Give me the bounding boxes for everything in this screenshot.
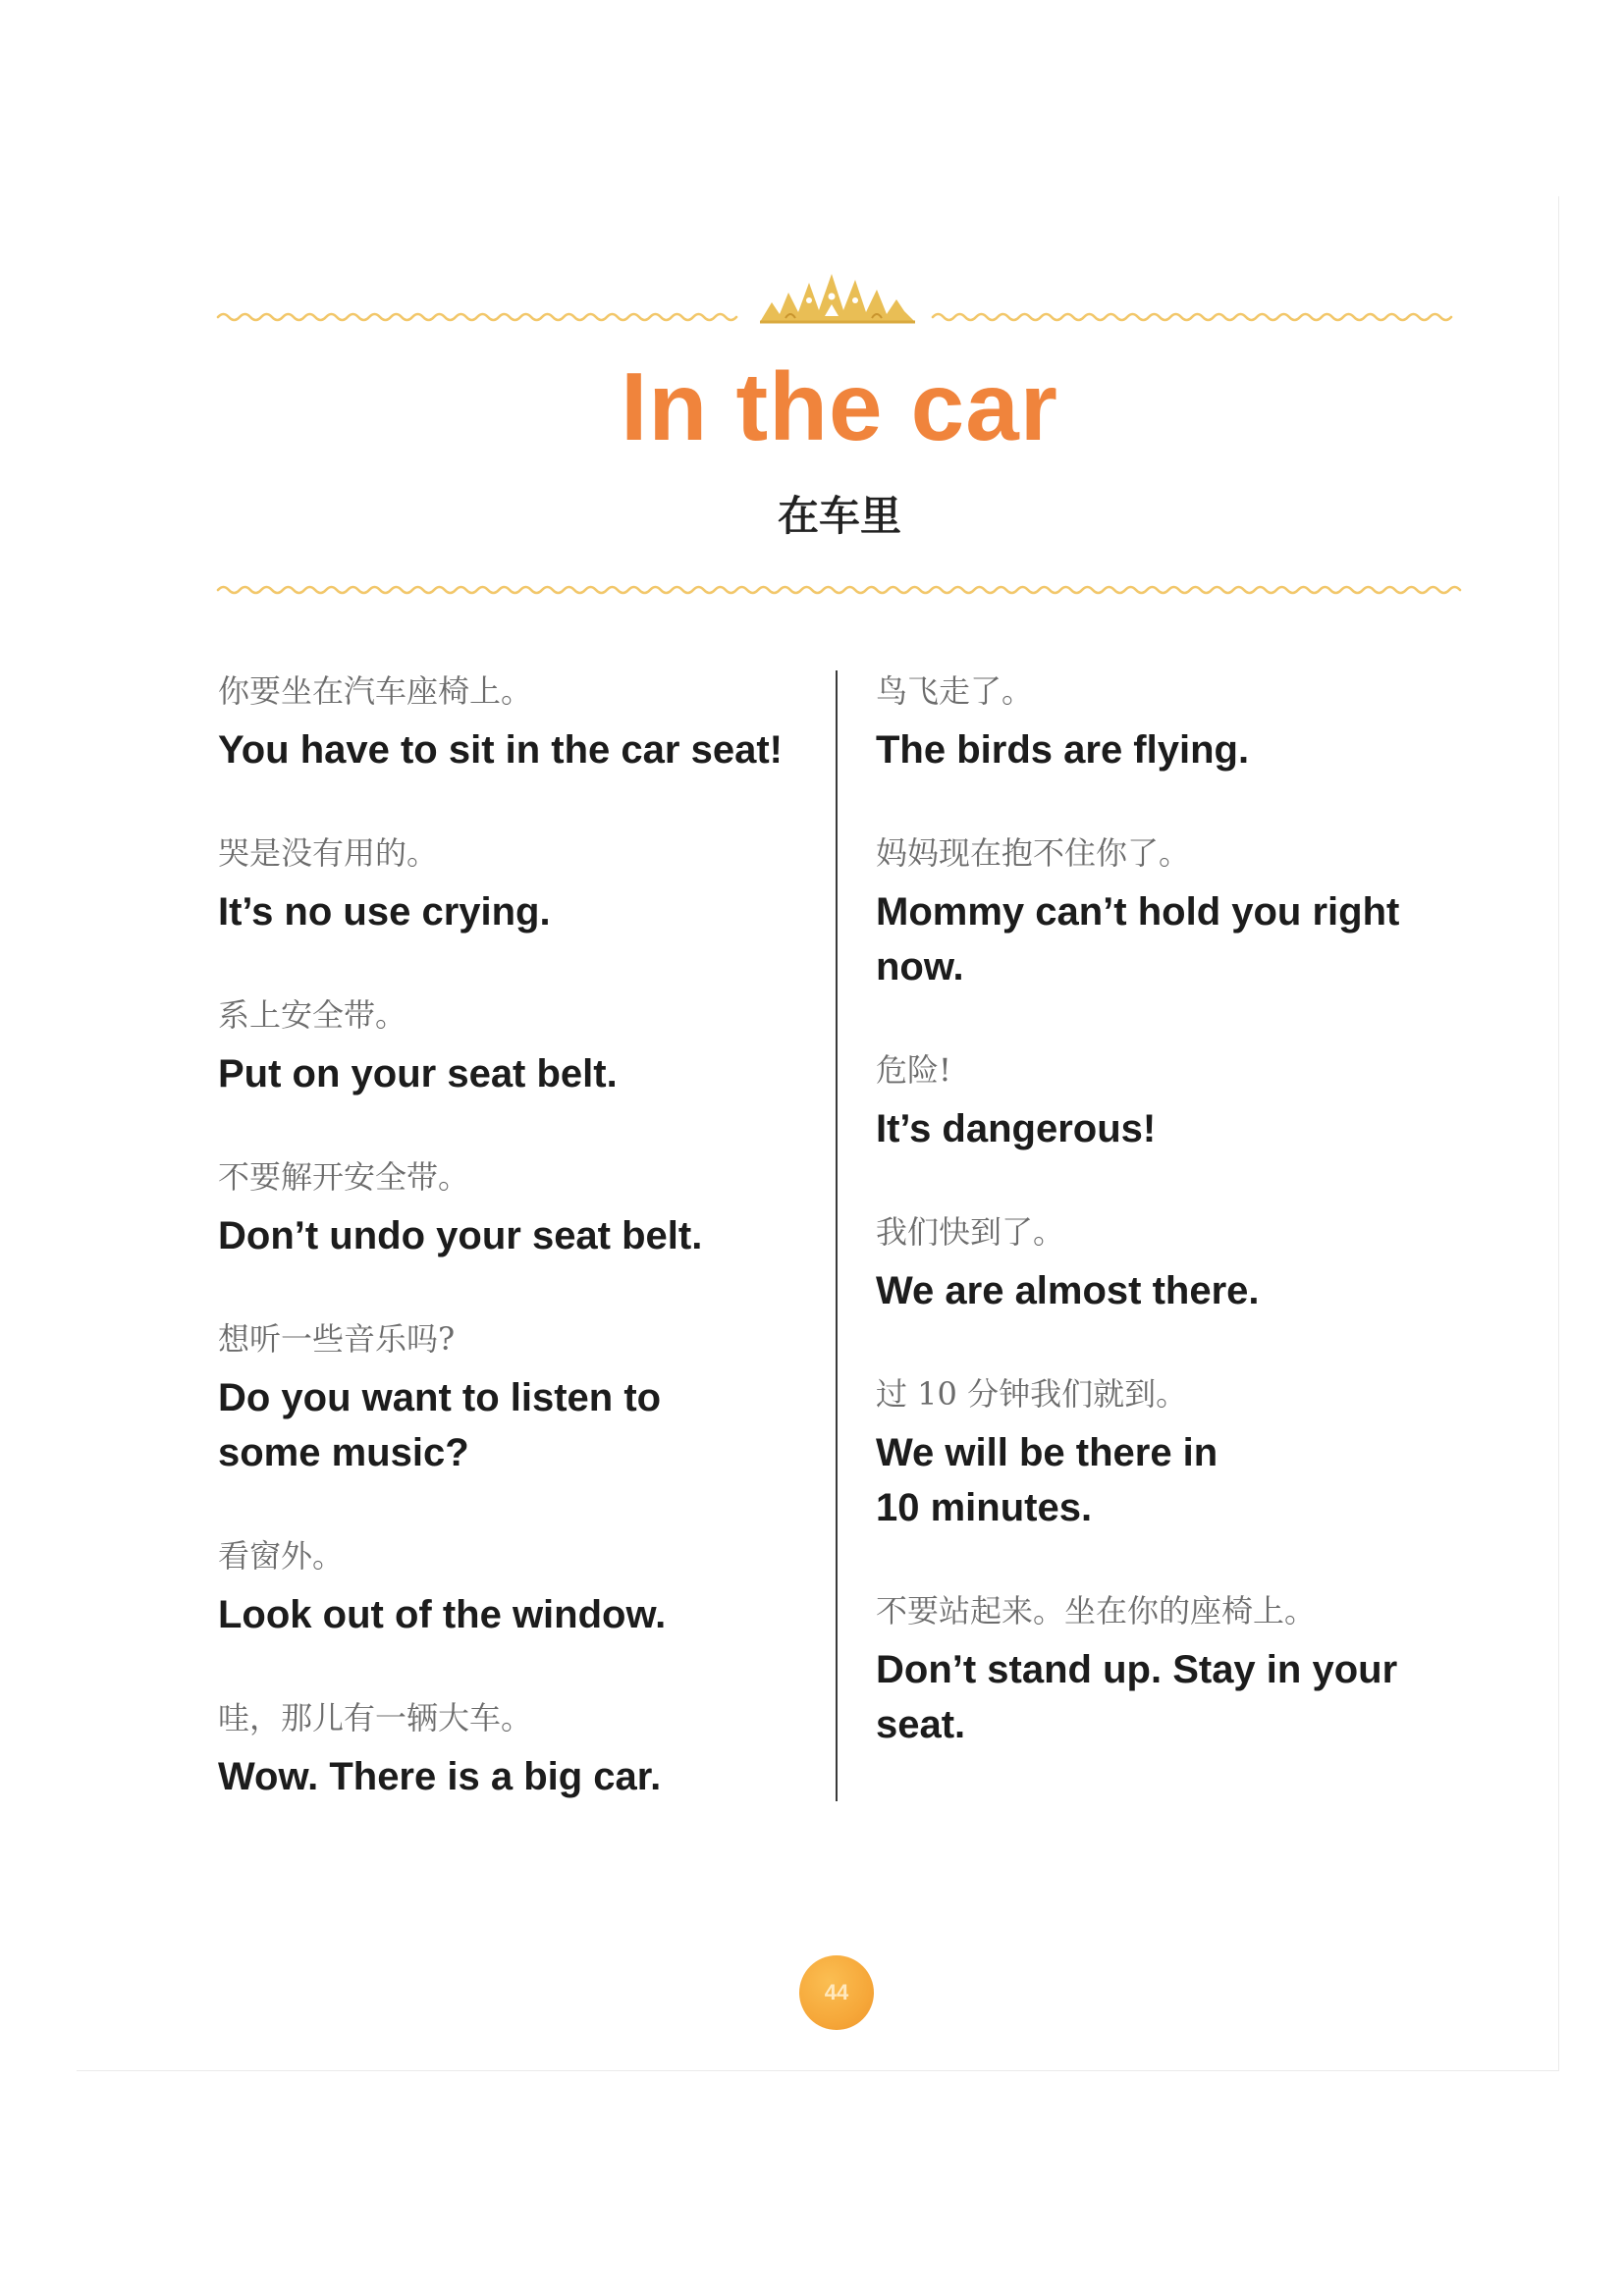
crown-ornament-icon bbox=[756, 271, 919, 324]
chinese-phrase: 哇，那儿有一辆大车。 bbox=[218, 1699, 533, 1736]
page-subtitle: 在车里 bbox=[777, 492, 901, 540]
phrase-entry bbox=[218, 995, 822, 1101]
english-phrase bbox=[218, 1208, 822, 1263]
english-phrase bbox=[218, 1370, 822, 1480]
chinese-phrase: 系上安全带。 bbox=[218, 996, 407, 1034]
phrase-entry bbox=[876, 1212, 1465, 1318]
chinese-phrase: 不要解开安全带。 bbox=[218, 1158, 470, 1196]
english-phrase-line: It’s no use crying. bbox=[218, 890, 551, 934]
english-phrase-line: Do you want to listen to bbox=[218, 1376, 662, 1419]
phrase-entry bbox=[876, 671, 1465, 777]
chinese-phrase: 过 10 分钟我们就到。 bbox=[876, 1375, 1188, 1413]
chinese-phrase: 危险! bbox=[876, 1051, 951, 1089]
english-phrase bbox=[218, 884, 822, 939]
right-phrase-column bbox=[876, 671, 1465, 1808]
page-title: In the car bbox=[621, 352, 1058, 460]
chinese-phrase: 妈妈现在抱不住你了。 bbox=[876, 834, 1191, 872]
english-phrase bbox=[876, 1101, 1465, 1156]
english-phrase-line: You have to sit in the car seat! bbox=[218, 728, 783, 772]
english-phrase bbox=[218, 1749, 822, 1804]
english-phrase-line: Don’t undo your seat belt. bbox=[218, 1214, 703, 1257]
english-phrase-line: Don’t stand up. Stay in your bbox=[876, 1648, 1398, 1691]
english-phrase-line: seat. bbox=[876, 1703, 966, 1746]
english-phrase bbox=[876, 1263, 1465, 1318]
chinese-phrase: 想听一些音乐吗? bbox=[218, 1320, 456, 1358]
chinese-phrase: 鸟飞走了。 bbox=[876, 672, 1034, 710]
english-phrase bbox=[218, 1046, 822, 1101]
english-phrase bbox=[876, 1425, 1465, 1535]
english-phrase-line: It’s dangerous! bbox=[876, 1107, 1157, 1150]
column-divider bbox=[836, 670, 838, 1801]
chinese-phrase: 我们快到了。 bbox=[876, 1213, 1065, 1251]
english-phrase-line: now. bbox=[876, 945, 964, 988]
english-phrase bbox=[876, 884, 1465, 994]
phrase-entry bbox=[876, 1050, 1465, 1156]
english-phrase bbox=[876, 722, 1465, 777]
phrase-entry bbox=[218, 1319, 822, 1480]
phrase-entry bbox=[876, 1591, 1465, 1752]
english-phrase-line: We are almost there. bbox=[876, 1269, 1260, 1312]
english-phrase-line: Look out of the window. bbox=[218, 1593, 667, 1636]
wavy-divider-top-left bbox=[218, 307, 738, 327]
wavy-divider-top-right bbox=[933, 307, 1461, 327]
left-phrase-column bbox=[218, 671, 822, 1860]
phrase-entry bbox=[218, 833, 822, 939]
english-phrase bbox=[876, 1642, 1465, 1752]
phrase-entry bbox=[876, 1374, 1465, 1535]
page-number-badge bbox=[799, 1955, 874, 2030]
english-phrase-line: We will be there in bbox=[876, 1431, 1218, 1474]
english-phrase bbox=[218, 722, 822, 777]
english-phrase-line: Mommy can’t hold you right bbox=[876, 890, 1400, 934]
page-number: 44 bbox=[824, 1980, 849, 2004]
chinese-phrase: 你要坐在汽车座椅上。 bbox=[218, 672, 533, 710]
english-phrase-line: some music? bbox=[218, 1431, 469, 1474]
english-phrase-line: The birds are flying. bbox=[876, 728, 1250, 772]
phrase-entry bbox=[218, 1536, 822, 1642]
phrase-entry bbox=[218, 1698, 822, 1804]
wavy-divider-bottom bbox=[218, 580, 1461, 600]
chinese-phrase: 不要站起来。坐在你的座椅上。 bbox=[876, 1592, 1317, 1629]
phrase-entry bbox=[218, 1157, 822, 1263]
phrase-entry bbox=[876, 833, 1465, 994]
chinese-phrase: 看窗外。 bbox=[218, 1537, 345, 1575]
chinese-phrase: 哭是没有用的。 bbox=[218, 834, 439, 872]
phrase-entry bbox=[218, 671, 822, 777]
english-phrase bbox=[218, 1587, 822, 1642]
english-phrase-line: Wow. There is a big car. bbox=[218, 1755, 662, 1798]
english-phrase-line: 10 minutes. bbox=[876, 1486, 1093, 1529]
english-phrase-line: Put on your seat belt. bbox=[218, 1052, 618, 1095]
